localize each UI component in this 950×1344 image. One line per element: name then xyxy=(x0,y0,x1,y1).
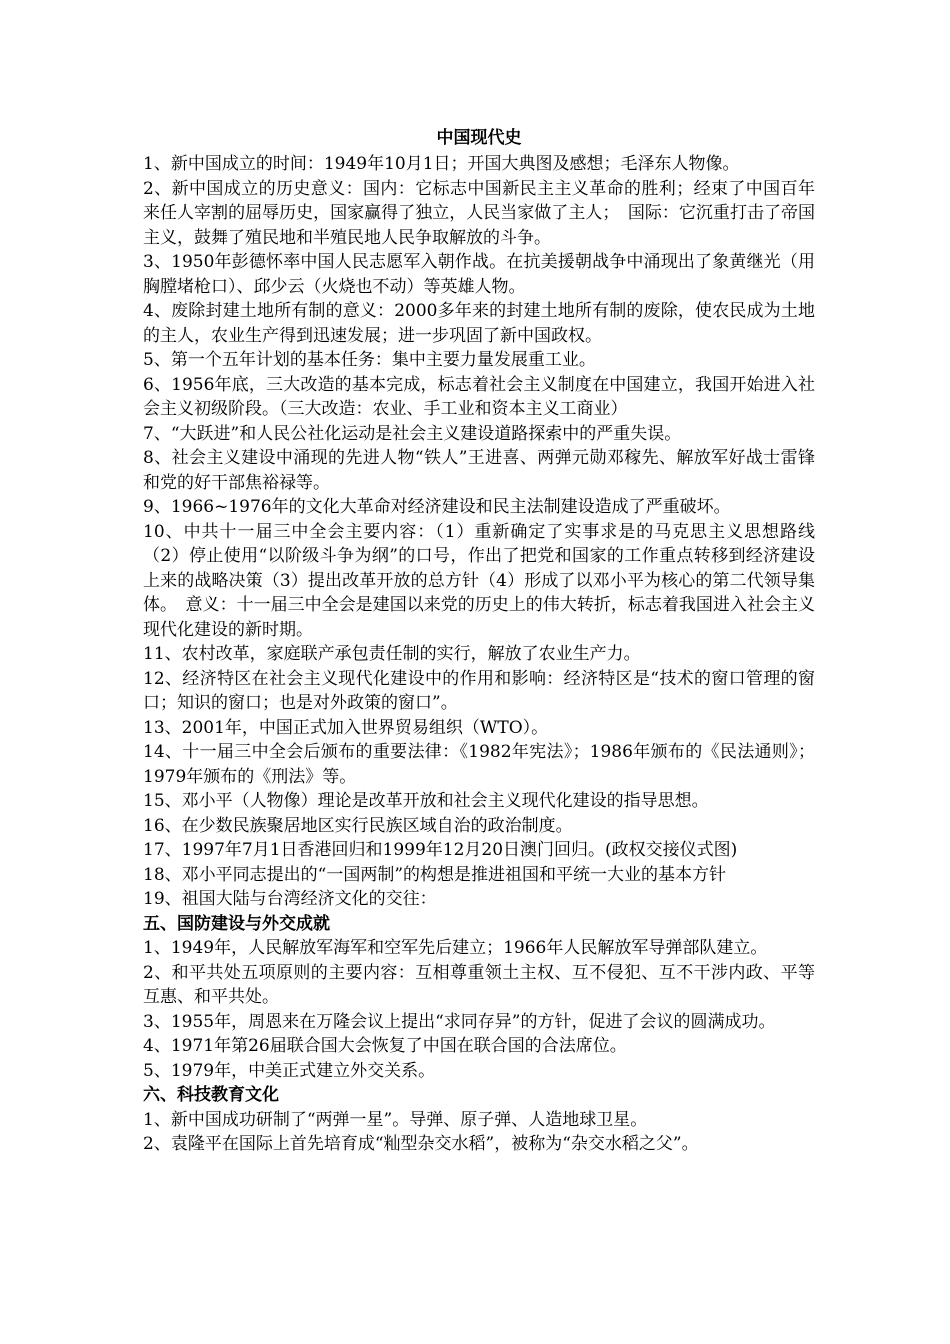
paragraph-1-2: 2、新中国成立的历史意义：国内：它标志中国新民主主义革命的胜利；经束了中国百年来任人宰割的屈辱历史，国家赢得了独立，人民当家做了主人； 国际：它沉重打击了帝国主义，鼓舞了殖民地和半殖民地人民争取解放的斗争。 xyxy=(143,178,815,248)
paragraph-1-19: 19、祖国大陆与台湾经济文化的交往： xyxy=(143,889,437,909)
paragraph-5-3: 3、1955年，周恩来在万隆会议上提出“求同存异”的方针，促进了会议的圆满成功。 xyxy=(143,1011,776,1032)
section-heading-science-education: 六、科技教育文化 xyxy=(143,1085,279,1105)
paragraph-1-18: 18、邓小平同志提出的“一国两制”的构想是推进祖国和平统一大业的基本方针 xyxy=(143,864,727,885)
paragraph-1-12: 12、经济特区在社会主义现代化建设中的作用和影响：经济特区是“技术的窗口管理的窗口；知识的窗口；也是对外政策的窗口”。 xyxy=(143,668,815,713)
paragraph-1-9: 9、1966~1976年的文化大革命对经济建设和民主法制建设造成了严重破坏。 xyxy=(143,497,731,517)
paragraph-5-5: 5、1979年，中美正式建立外交关系。 xyxy=(143,1060,436,1081)
paragraph-1-14: 14、十一届三中全会后颁布的重要法律：《1982年宪法》；1986年颁布的《民法通则》；1979年颁布的《刑法》等。 xyxy=(143,742,815,787)
paragraph-5-2: 2、和平共处五项原则的主要内容：互相尊重领土主权、互不侵犯、互不干涉内政、平等互惠、和平共处。 xyxy=(143,962,815,1007)
paragraph-6-1: 1、新中国成功研制了“两弹一星”。导弹、原子弹、人造地球卫星。 xyxy=(143,1109,648,1130)
paragraph-1-13: 13、2001年，中国正式加入世界贸易组织（WTO）。 xyxy=(143,717,549,738)
paragraph-1-3: 3、1950年彭德怀率中国人民志愿军入朝作战。在抗美援朝战争中涌现出了象黄继光（用胸膛堵枪口）、邱少云（火烧也不动）等英雄人物。 xyxy=(143,252,815,297)
paragraph-1-17: 17、1997年7月1日香港回归和1999年12月20日澳门回归。(政权交接仪式图) xyxy=(143,840,738,860)
paragraph-6-2: 2、袁隆平在国际上首先培育成“籼型杂交水稻”，被称为“杂交水稻之父”。 xyxy=(143,1134,699,1154)
paragraph-1-16: 16、在少数民族聚居地区实行民族区域自治的政治制度。 xyxy=(143,815,573,836)
page-title: 中国现代史 xyxy=(436,128,522,148)
paragraph-1-7: 7、“大跃进”和人民公社化运动是社会主义建设道路探索中的严重失误。 xyxy=(143,423,682,444)
paragraph-1-10: 10、中共十一届三中全会主要内容：（1）重新确定了实事求是的马克思主义思想路线（2）停止使用“以阶级斗争为纲”的口号，作出了把党和国家的工作重点转移到经济建设上来的战略决策（3）提出改革开放的总方针（4）形成了以邓小平为核心的第二代领导集体。 意义：十一届三中全会是建国以来党的历史上的伟大转折，标志着我国进入社会主义现代化建设的新时期。 xyxy=(143,521,815,640)
paragraph-1-6: 6、1956年底，三大改造的基本完成，标志着社会主义制度在中国建立，我国开始进入社会主义初级阶段。（三大改造：农业、手工业和资本主义工商业） xyxy=(143,374,815,419)
paragraph-1-15: 15、邓小平（人物像）理论是改革开放和社会主义现代化建设的指导思想。 xyxy=(143,791,709,811)
paragraph-1-8: 8、社会主义建设中涌现的先进人物“铁人”王进喜、两弹元勋邓稼先、解放军好战士雷锋和党的好干部焦裕禄等。 xyxy=(143,448,815,493)
document-page xyxy=(143,124,815,1157)
paragraph-1-5: 5、第一个五年计划的基本任务：集中主要力量发展重工业。 xyxy=(143,350,596,370)
paragraph-1-11: 11、农村改革，家庭联产承包责任制的实行，解放了农业生产力。 xyxy=(143,644,641,664)
paragraph-1-1: 1、新中国成立的时间：1949年10月1日；开国大典图及感想；毛泽东人物像。 xyxy=(143,154,740,174)
section-heading-defense-diplomacy: 五、国防建设与外交成就 xyxy=(143,913,330,934)
paragraph-5-1: 1、1949年，人民解放军海军和空军先后建立；1966年人民解放军导弹部队建立。 xyxy=(143,938,768,958)
paragraph-5-4: 4、1971年第26届联合国大会恢复了中国在联合国的合法席位。 xyxy=(143,1036,627,1056)
paragraph-1-4: 4、废除封建土地所有制的意义：2000多年来的封建土地所有制的废除，使农民成为土地的主人，农业生产得到迅速发展；进一步巩固了新中国政权。 xyxy=(143,301,815,346)
